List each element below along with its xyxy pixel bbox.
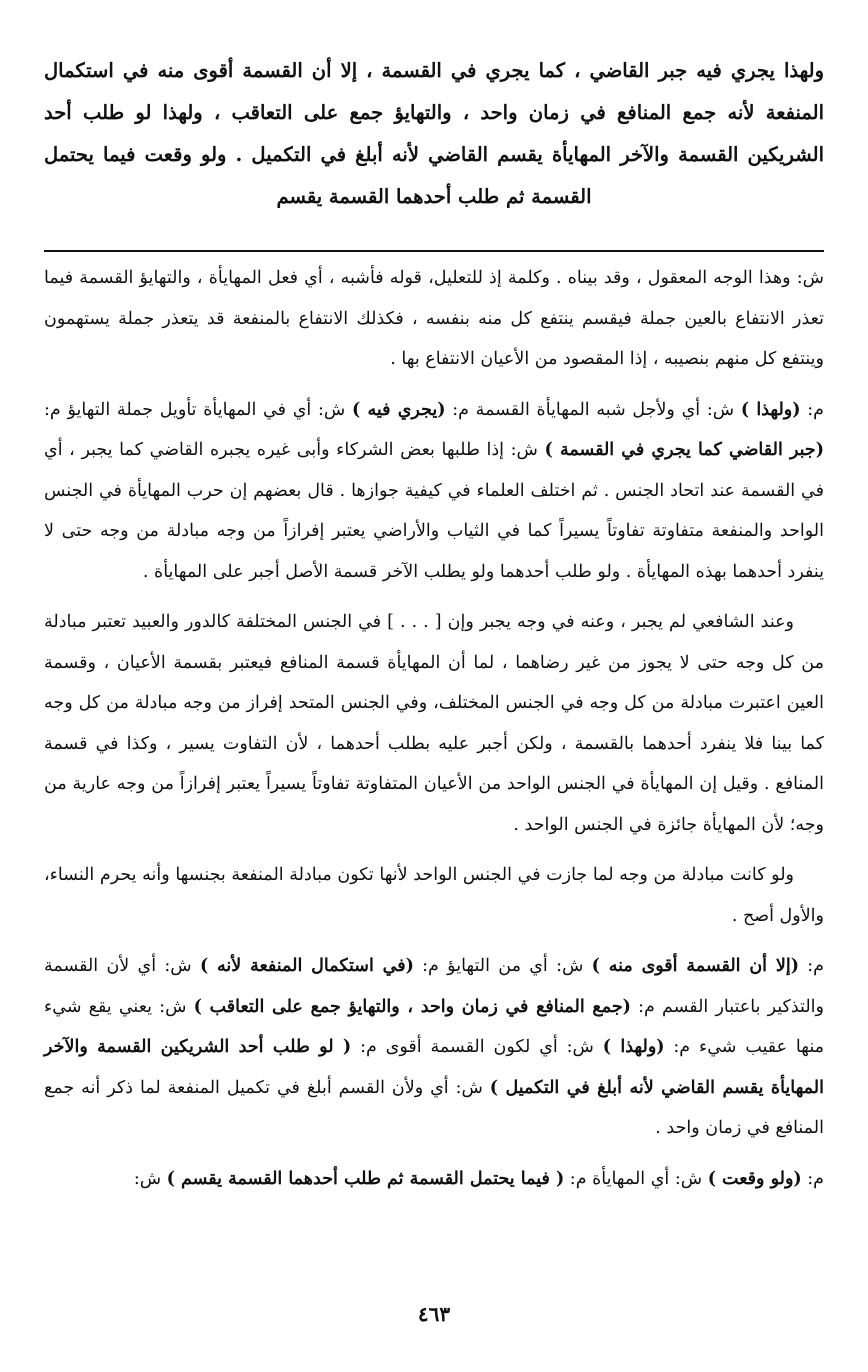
quoted-matn: (ولهذا ) [602,1037,665,1057]
main-text: ولهذا يجري فيه جبر القاضي ، كما يجري في القسمة ، إلا أن القسمة أقوى منه في استكمال المنفعة لأنه جمع المنافع في زمان واحد ، والتهايؤ جمع على التعاقب ، ولهذا لو طلب أحد الشريكين القسمة والآخر المهايأة يقسم القاضي لأنه أبلغ في التكميل . ولو وقعت فيما يحتمل القسمة ثم طلب أحدهما القسمة يقسم [44,59,824,208]
quoted-matn: (جبر القاضي كما يجري في القسمة ) [544,440,824,460]
text-span: ش: أي ولأجل شبه المهايأة القسمة م: [445,399,741,420]
text-span: ش: إذا طلبها بعض الشركاء وأبى غيره يجبره القاضي كما يجبر ، أي في القسمة عند اتحاد الجنس . ثم اختلف العلماء في كيفية جوازها . قال بعضهم إن حرب المهايأة في الجنس الواحد والمنفعة متفاوتة تفاوتاً يسيراً كما في الثياب والأراضي يعتبر إفرازاً من وجه مبادلة من وجه حتى لا ينفرد أحدهما بهذه المهايأة . ولو طلب أحدهما ولو يطلب الآخر قسمة الأصل أجبر على المهايأة . [44,440,824,582]
quoted-matn: (يجري فيه ) [351,399,446,420]
commentary-paragraph-2 [44,390,824,593]
commentary-paragraph-3: وعند الشافعي لم يجبر ، وعنه في وجه يجبر وإن [ . . . ] في الجنس المختلفة كالدور والعبيد تعتبر مبادلة من كل وجه حتى لا يجوز من غير رضاهما ، لما أن المهايأة قسمة المنافع فيعتبر بقسمة الأعيان ، وقسمة العين اعتبرت مبادلة من كل وجه في الجنس المختلف، وفي الجنس المتحد إفراز من وجه مبادلة من كل وجه كما بينا فلا ينفرد أحدهما بالقسمة ، ولكن أجبر عليه بطلب أحدهما ، لأن التفاوت يسير ، وكذا في قسمة المنافع . وقيل إن المهايأة في الجنس الواحد من الأعيان المتفاوتة تفاوتاً يسيراً يعتبر إفرازاً من وجه عارية من وجه؛ لأن المهايأة جائزة في الجنس الواحد . [44,612,824,835]
text-span: ش: أي من التهايؤ م: [413,956,592,976]
text-span: ش: أي لكون القسمة أقوى م: [351,1037,603,1057]
quoted-matn: ( لو طلب أحد الشريكين القسمة والآخر المهايأة يقسم القاضي لأنه أبلغ في التكميل ) [44,1037,824,1098]
book-page [44,50,824,1350]
commentary-paragraph-6 [44,1159,824,1200]
quoted-matn: ( فيما يحتمل القسمة ثم طلب أحدهما القسمة يقسم ) [166,1168,565,1189]
text-span: ش: أي في المهايأة تأويل جملة التهايؤ م: [44,399,352,420]
quoted-matn: (جمع المنافع في زمان واحد ، والتهايؤ جمع على التعاقب ) [193,996,631,1017]
text-span: ش: أي ولأن القسم أبلغ في تكميل المنفعة لما ذكر أنه جمع المنافع في زمان واحد . [44,1077,824,1138]
text-span: م: [801,1168,824,1189]
commentary-paragraph-1: ش: وهذا الوجه المعقول ، وقد بيناه . وكلمة إذ للتعليل، قوله فأشبه ، أي فعل المهايأة ، والتهايؤ القسمة فيما تعذر الانتفاع بالعين جملة فيقسم ينتفع كل منه بنفسه ، فكذلك الانتفاع بالمنفعة قد يتعذر جملة يستهمون وينتفع كل منهم بنصيبه ، إذا المقصود من الأعيان الانتفاع بها . [44,268,824,369]
quoted-matn: (ولهذا ) [740,399,801,420]
page-number: ٤٦٣ [417,1302,451,1326]
text-span: م: [798,956,825,976]
commentary-paragraph-5 [44,946,824,1149]
commentary-paragraph-4: ولو كانت مبادلة من وجه لما جازت في الجنس الواحد لأنها تكون مبادلة المنفعة بجنسها وأنه يحرم النساء، والأول أصح . [44,865,824,926]
commentary [44,258,824,1199]
text-span: ش: أي المهايأة م: [564,1168,708,1189]
text-span: ش: يعني يقع شيء منها عقيب شيء م: [44,996,824,1057]
text-span: ش: أي لأن القسمة والتذكير باعتبار القسم م: [44,956,824,1017]
quoted-matn: (في استكمال المنفعة لأنه ) [199,956,414,976]
text-span: م: [800,399,824,420]
separator-rule [44,250,824,252]
quoted-matn: (ولو وقعت ) [707,1168,802,1189]
quoted-matn: (إلا أن القسمة أقوى منه ) [591,956,799,976]
text-span: ش: [133,1168,167,1189]
